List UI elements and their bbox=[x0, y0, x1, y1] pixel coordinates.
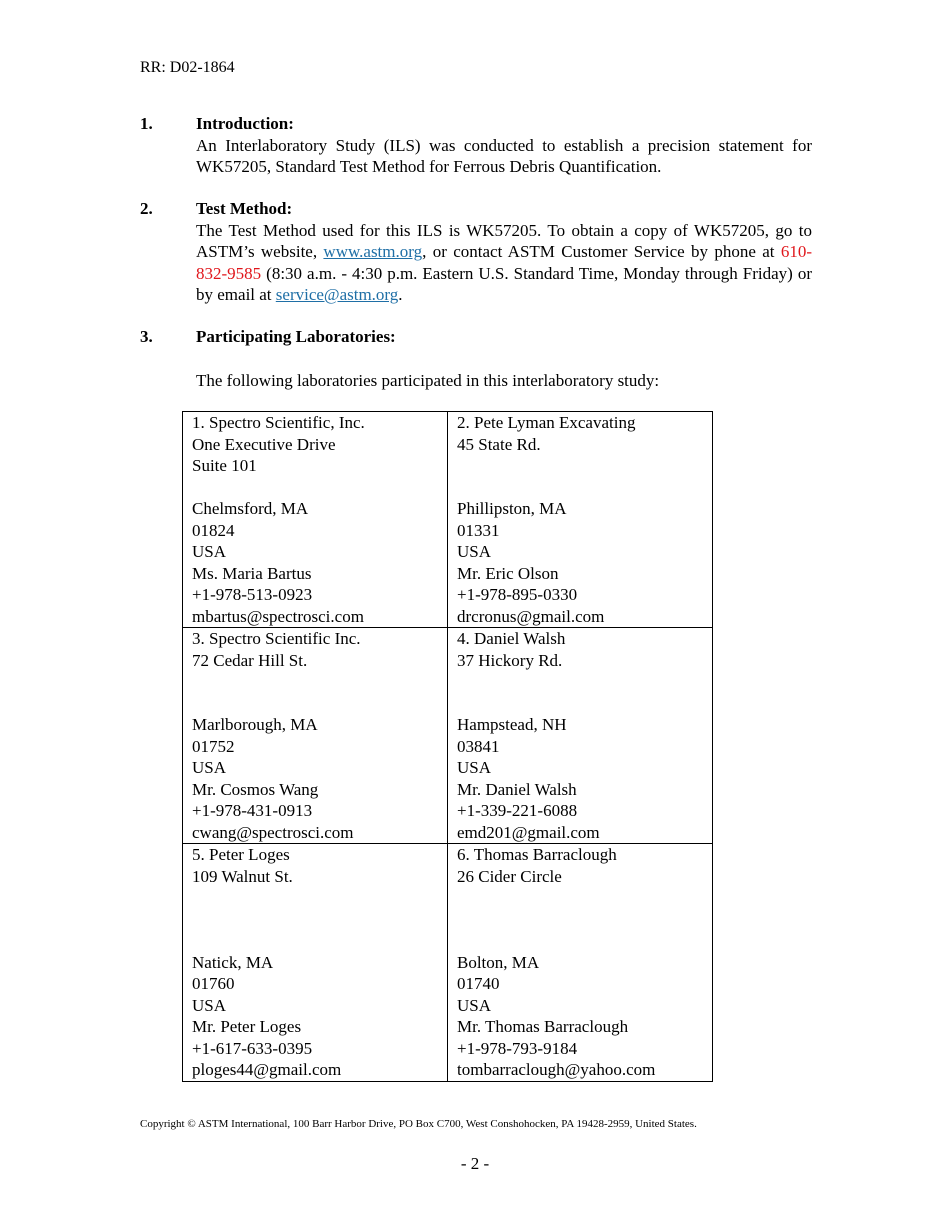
text-segment: , or contact ASTM Customer Service by phone at bbox=[422, 242, 781, 261]
lab-cell bbox=[183, 628, 448, 844]
lab-address-line: 72 Cedar Hill St. bbox=[192, 650, 308, 670]
lab-country: USA bbox=[457, 542, 492, 561]
lab-contact: Mr. Eric Olson bbox=[457, 563, 559, 583]
lab-zip: 01740 bbox=[457, 974, 500, 993]
lab-zip: 01760 bbox=[192, 974, 235, 993]
lab-city: Phillipston, MA bbox=[457, 499, 567, 518]
lab-address-line bbox=[457, 455, 712, 477]
lab-address-line: 26 Cider Circle bbox=[457, 866, 562, 886]
lab-contact: Ms. Maria Bartus bbox=[192, 563, 312, 583]
lab-email: cwang@spectrosci.com bbox=[192, 822, 354, 842]
lab-phone: +1-339-221-6088 bbox=[457, 801, 578, 820]
lab-address-line bbox=[457, 693, 712, 715]
section-heading: Introduction: bbox=[196, 114, 294, 133]
lab-address-line bbox=[457, 930, 712, 952]
lab-address-line bbox=[192, 693, 447, 715]
section-heading: Test Method: bbox=[196, 199, 293, 218]
labs-intro-text: The following laboratories participated in this interlaboratory study: bbox=[196, 371, 660, 390]
section-text bbox=[196, 220, 812, 306]
section-number: 1. bbox=[140, 114, 153, 133]
text-segment: The Test Method used for this ILS is WK57205. To obtain a copy of WK57205, go to ASTM’s website, bbox=[196, 220, 812, 261]
lab-city: Chelmsford, MA bbox=[192, 499, 309, 518]
lab-country: USA bbox=[192, 542, 227, 561]
lab-email: drcronus@gmail.com bbox=[457, 606, 605, 626]
lab-contact: Mr. Daniel Walsh bbox=[457, 779, 577, 799]
table-row bbox=[183, 844, 713, 1082]
lab-name: 1. Spectro Scientific, Inc. bbox=[192, 413, 365, 432]
lab-address-line bbox=[192, 909, 447, 931]
lab-country: USA bbox=[457, 758, 492, 777]
lab-phone: +1-978-793-9184 bbox=[457, 1038, 578, 1058]
lab-city: Bolton, MA bbox=[457, 952, 540, 972]
phone-number: 610-832-9585 bbox=[196, 242, 812, 283]
section-text: An Interlaboratory Study (ILS) was conducted to establish a precision statement for WK57205, Standard Test Method for Ferrous Debris Quantification. bbox=[196, 135, 812, 176]
lab-country: USA bbox=[457, 995, 492, 1015]
lab-country: USA bbox=[192, 758, 227, 777]
report-id: RR: D02-1864 bbox=[140, 59, 235, 76]
lab-address-line: Suite 101 bbox=[192, 456, 257, 475]
lab-zip: 03841 bbox=[457, 736, 500, 756]
lab-address-line bbox=[192, 930, 447, 952]
lab-phone: +1-978-431-0913 bbox=[192, 801, 313, 820]
text-segment: (8:30 a.m. - 4:30 p.m. Eastern U.S. Standard Time, Monday through Friday) or by email at bbox=[196, 263, 812, 304]
section-number: 2. bbox=[140, 199, 153, 218]
lab-address-line bbox=[457, 909, 712, 931]
lab-address-line bbox=[192, 477, 447, 499]
section-heading: Participating Laboratories: bbox=[196, 327, 396, 346]
page-number: - 2 - bbox=[460, 1154, 490, 1173]
lab-address-line bbox=[457, 887, 712, 909]
lab-address-line bbox=[192, 887, 447, 909]
lab-zip: 01824 bbox=[192, 520, 235, 540]
lab-address-line bbox=[457, 671, 712, 693]
lab-city: Natick, MA bbox=[192, 952, 274, 972]
lab-cell bbox=[183, 412, 448, 628]
lab-cell bbox=[183, 844, 448, 1082]
email-link[interactable]: service@astm.org bbox=[275, 285, 399, 304]
lab-city: Marlborough, MA bbox=[192, 715, 318, 734]
section-number: 3. bbox=[140, 327, 153, 346]
lab-zip: 01331 bbox=[457, 520, 500, 540]
lab-name: 3. Spectro Scientific Inc. bbox=[192, 629, 361, 648]
lab-cell bbox=[448, 412, 713, 628]
lab-address-line: One Executive Drive bbox=[192, 434, 336, 454]
lab-email: ploges44@gmail.com bbox=[192, 1060, 342, 1079]
lab-address-line: 37 Hickory Rd. bbox=[457, 650, 563, 670]
text-segment: . bbox=[398, 285, 403, 304]
lab-cell bbox=[448, 628, 713, 844]
lab-address-line: 45 State Rd. bbox=[457, 434, 541, 454]
lab-email: emd201@gmail.com bbox=[457, 822, 600, 842]
lab-phone: +1-617-633-0395 bbox=[192, 1038, 313, 1058]
table-row bbox=[183, 628, 713, 844]
lab-city: Hampstead, NH bbox=[457, 715, 567, 734]
table-row bbox=[183, 412, 713, 628]
lab-contact: Mr. Thomas Barraclough bbox=[457, 1017, 629, 1036]
lab-email: tombarraclough@yahoo.com bbox=[457, 1060, 656, 1079]
lab-name: 6. Thomas Barraclough bbox=[457, 845, 617, 864]
lab-contact: Mr. Cosmos Wang bbox=[192, 779, 319, 799]
lab-zip: 01752 bbox=[192, 736, 235, 756]
lab-address-line bbox=[457, 477, 712, 499]
lab-name: 4. Daniel Walsh bbox=[457, 629, 566, 648]
lab-phone: +1-978-513-0923 bbox=[192, 585, 313, 604]
lab-contact: Mr. Peter Loges bbox=[192, 1017, 302, 1036]
lab-cell bbox=[448, 844, 713, 1082]
section-test-method bbox=[140, 198, 812, 306]
lab-email: mbartus@spectrosci.com bbox=[192, 606, 364, 626]
website-link[interactable]: www.astm.org bbox=[323, 242, 423, 261]
section-introduction bbox=[140, 113, 812, 178]
copyright-footer: Copyright © ASTM International, 100 Barr Harbor Drive, PO Box C700, West Conshohocken, PA 19428-2959, United States. bbox=[140, 1118, 697, 1130]
lab-address-line: 109 Walnut St. bbox=[192, 866, 293, 886]
lab-name: 2. Pete Lyman Excavating bbox=[457, 413, 636, 432]
labs-table bbox=[182, 411, 713, 1082]
lab-country: USA bbox=[192, 995, 227, 1015]
lab-name: 5. Peter Loges bbox=[192, 845, 290, 864]
section-participating-labs bbox=[140, 326, 812, 348]
lab-address-line bbox=[192, 671, 447, 693]
lab-phone: +1-978-895-0330 bbox=[457, 585, 578, 604]
